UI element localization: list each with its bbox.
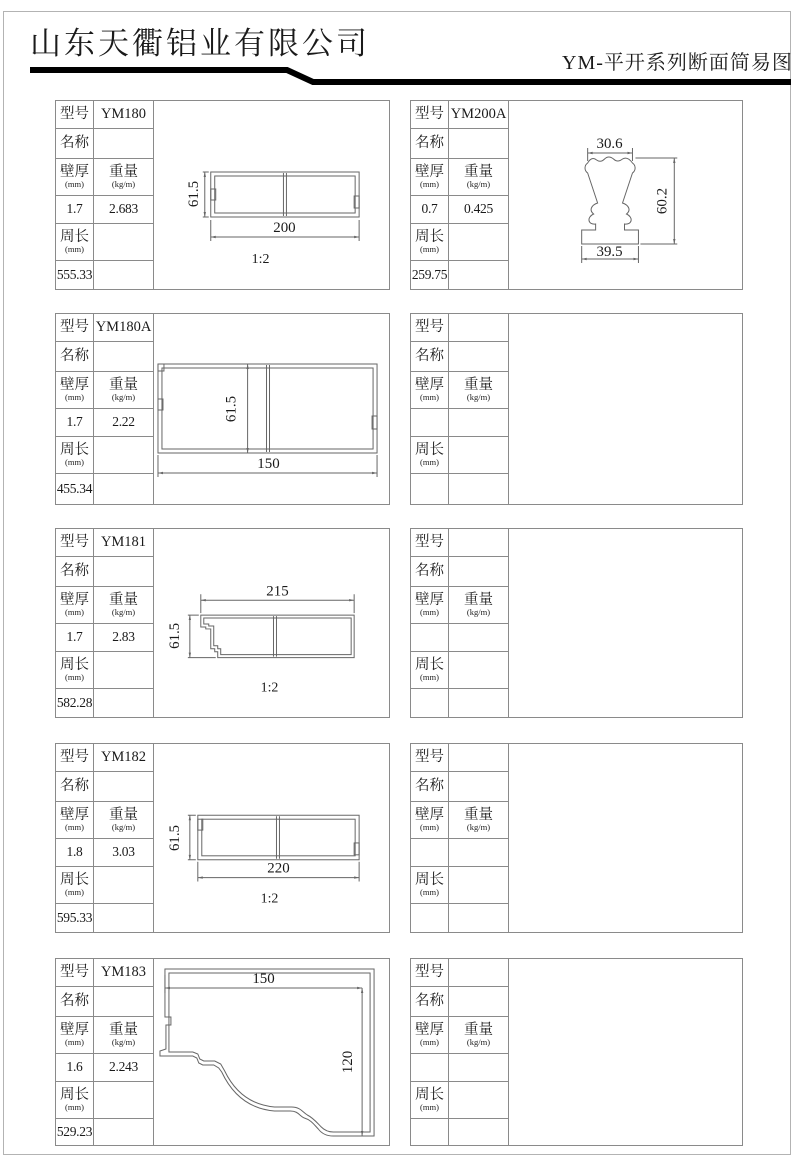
unit-text: (mm) <box>65 179 84 190</box>
value-weight: 3.03 <box>94 839 153 867</box>
label-thickness <box>411 802 449 839</box>
label-weight <box>449 159 508 196</box>
value-name <box>94 557 153 587</box>
profile-drawing-ym200a <box>508 101 742 289</box>
label-model: 型号 <box>56 744 94 772</box>
unit-text: (mm) <box>65 822 84 833</box>
value-name <box>449 987 508 1017</box>
value-thickness: 1.7 <box>56 624 94 652</box>
blank-cell <box>94 652 153 689</box>
value-model <box>449 529 508 557</box>
label-text: 重量 <box>109 591 138 608</box>
value-model <box>449 744 508 772</box>
unit-text: (kg/m) <box>466 179 491 190</box>
blank-cell <box>94 867 153 904</box>
profile-card-empty-4 <box>410 958 743 1146</box>
label-weight <box>94 802 153 839</box>
doc-title: YM-平开系列断面简易图 <box>562 52 793 74</box>
value-perimeter: 529.23 <box>56 1119 94 1145</box>
label-weight <box>449 372 508 409</box>
label-text: 壁厚 <box>60 1021 89 1038</box>
profile-card-empty-2 <box>410 528 743 718</box>
label-text: 周长 <box>415 871 444 888</box>
label-text: 壁厚 <box>60 163 89 180</box>
unit-text: (mm) <box>420 672 439 683</box>
value-thickness <box>411 624 449 652</box>
unit-text: (mm) <box>420 607 439 618</box>
value-weight: 2.22 <box>94 409 153 437</box>
label-text: 周长 <box>60 228 89 245</box>
label-perimeter <box>411 652 449 689</box>
label-weight <box>94 372 153 409</box>
value-weight <box>449 624 508 652</box>
label-text: 壁厚 <box>415 1021 444 1038</box>
spec-table <box>56 314 154 504</box>
unit-text: (mm) <box>420 822 439 833</box>
unit-text: (mm) <box>65 244 84 255</box>
unit-text: (mm) <box>65 607 84 618</box>
label-text: 重量 <box>109 1021 138 1038</box>
dim-height: 61.5 <box>166 825 183 851</box>
spec-table <box>56 101 154 289</box>
unit-text: (mm) <box>65 392 84 403</box>
label-thickness <box>56 802 94 839</box>
label-perimeter <box>56 867 94 904</box>
label-name: 名称 <box>56 772 94 802</box>
blank-cell <box>94 474 153 504</box>
value-model <box>449 314 508 342</box>
value-perimeter <box>411 1119 449 1145</box>
value-thickness: 1.6 <box>56 1054 94 1082</box>
blank-cell <box>94 689 153 717</box>
dim-width: 220 <box>267 860 290 877</box>
blank-cell <box>449 904 508 932</box>
unit-text: (mm) <box>420 179 439 190</box>
value-weight: 0.425 <box>449 196 508 224</box>
label-name: 名称 <box>411 772 449 802</box>
blank-cell <box>449 867 508 904</box>
blank-cell <box>94 1119 153 1145</box>
label-text: 周长 <box>60 1086 89 1103</box>
spec-table <box>411 529 509 717</box>
dim-width: 215 <box>266 583 289 600</box>
spec-table <box>56 959 154 1145</box>
dim-height: 61.5 <box>166 622 183 649</box>
label-thickness <box>411 587 449 624</box>
label-perimeter <box>411 867 449 904</box>
blank-cell <box>449 652 508 689</box>
label-text: 重量 <box>464 1021 493 1038</box>
label-model: 型号 <box>411 101 449 129</box>
label-text: 周长 <box>60 871 89 888</box>
label-thickness <box>411 1017 449 1054</box>
label-text: 周长 <box>415 228 444 245</box>
value-perimeter: 555.33 <box>56 261 94 289</box>
value-thickness: 1.8 <box>56 839 94 867</box>
label-text: 周长 <box>60 656 89 673</box>
value-weight: 2.83 <box>94 624 153 652</box>
value-thickness: 0.7 <box>411 196 449 224</box>
value-weight: 2.683 <box>94 196 153 224</box>
profile-drawing-ym180a <box>153 314 389 504</box>
value-model: YM180A <box>94 314 153 342</box>
unit-text: (mm) <box>65 1102 84 1113</box>
value-weight: 2.243 <box>94 1054 153 1082</box>
label-text: 周长 <box>415 656 444 673</box>
label-name: 名称 <box>411 557 449 587</box>
value-thickness: 1.7 <box>56 409 94 437</box>
label-model: 型号 <box>411 744 449 772</box>
value-model <box>449 959 508 987</box>
unit-text: (mm) <box>420 244 439 255</box>
header-rule <box>0 0 800 100</box>
label-text: 重量 <box>464 163 493 180</box>
profile-card-ym180 <box>55 100 390 290</box>
unit-text: (kg/m) <box>466 822 491 833</box>
profile-drawing-ym181 <box>153 529 389 717</box>
label-weight <box>449 1017 508 1054</box>
empty-drawing-area <box>508 529 742 717</box>
label-text: 壁厚 <box>415 163 444 180</box>
value-model: YM182 <box>94 744 153 772</box>
value-model: YM180 <box>94 101 153 129</box>
blank-cell <box>94 904 153 932</box>
label-text: 壁厚 <box>60 376 89 393</box>
label-name: 名称 <box>411 129 449 159</box>
value-weight <box>449 1054 508 1082</box>
value-perimeter <box>411 689 449 717</box>
dim-width: 150 <box>257 455 280 473</box>
unit-text: (mm) <box>420 887 439 898</box>
label-weight <box>94 587 153 624</box>
label-text: 周长 <box>60 441 89 458</box>
label-text: 壁厚 <box>415 376 444 393</box>
blank-cell <box>449 1119 508 1145</box>
profile-drawing-ym182 <box>153 744 389 932</box>
unit-text: (kg/m) <box>111 607 136 618</box>
value-perimeter: 455.34 <box>56 474 94 504</box>
label-text: 周长 <box>415 1086 444 1103</box>
label-model: 型号 <box>56 529 94 557</box>
unit-text: (kg/m) <box>111 179 136 190</box>
blank-cell <box>449 224 508 261</box>
profile-card-ym183 <box>55 958 390 1146</box>
dim-height: 61.5 <box>185 180 202 208</box>
value-name <box>94 772 153 802</box>
label-perimeter <box>56 437 94 474</box>
value-name <box>449 772 508 802</box>
dim-height: 120 <box>340 1050 357 1074</box>
label-text: 重量 <box>464 591 493 608</box>
value-model: YM183 <box>94 959 153 987</box>
label-name: 名称 <box>56 987 94 1017</box>
label-thickness <box>56 159 94 196</box>
dim-width: 150 <box>252 970 275 988</box>
scale-label: 1:2 <box>260 680 279 696</box>
spec-table <box>56 529 154 717</box>
value-perimeter: 582.28 <box>56 689 94 717</box>
dim-bottom-width: 39.5 <box>596 243 623 261</box>
profile-card-empty-1 <box>410 313 743 505</box>
profile-card-ym200a <box>410 100 743 290</box>
value-name <box>94 129 153 159</box>
label-weight <box>94 1017 153 1054</box>
blank-cell <box>94 261 153 289</box>
value-weight <box>449 409 508 437</box>
value-perimeter: 595.33 <box>56 904 94 932</box>
unit-text: (kg/m) <box>111 822 136 833</box>
label-name: 名称 <box>56 129 94 159</box>
unit-text: (kg/m) <box>111 392 136 403</box>
unit-text: (kg/m) <box>466 392 491 403</box>
blank-cell <box>94 437 153 474</box>
unit-text: (mm) <box>420 1102 439 1113</box>
label-perimeter <box>56 652 94 689</box>
unit-text: (kg/m) <box>466 607 491 618</box>
label-text: 重量 <box>109 376 138 393</box>
value-name <box>94 342 153 372</box>
scale-label: 1:2 <box>251 251 270 268</box>
label-thickness <box>56 372 94 409</box>
profile-card-ym181 <box>55 528 390 718</box>
dim-width: 200 <box>273 219 296 237</box>
blank-cell <box>449 474 508 504</box>
label-perimeter <box>411 437 449 474</box>
label-text: 壁厚 <box>60 806 89 823</box>
label-perimeter <box>411 1082 449 1119</box>
spec-table <box>411 101 509 289</box>
label-model: 型号 <box>411 529 449 557</box>
value-perimeter <box>411 474 449 504</box>
unit-text: (mm) <box>65 457 84 468</box>
blank-cell <box>94 224 153 261</box>
label-name: 名称 <box>411 987 449 1017</box>
label-model: 型号 <box>411 314 449 342</box>
value-thickness <box>411 409 449 437</box>
label-name: 名称 <box>56 557 94 587</box>
value-thickness <box>411 1054 449 1082</box>
label-perimeter <box>56 224 94 261</box>
value-weight <box>449 839 508 867</box>
label-text: 重量 <box>464 376 493 393</box>
label-text: 壁厚 <box>60 591 89 608</box>
label-text: 重量 <box>109 163 138 180</box>
label-perimeter <box>56 1082 94 1119</box>
blank-cell <box>94 1082 153 1119</box>
empty-drawing-area <box>508 959 742 1145</box>
spec-table <box>411 959 509 1145</box>
dim-height: 61.5 <box>223 395 240 423</box>
label-name: 名称 <box>56 342 94 372</box>
value-perimeter <box>411 904 449 932</box>
label-weight <box>94 159 153 196</box>
label-perimeter <box>411 224 449 261</box>
value-thickness: 1.7 <box>56 196 94 224</box>
profile-card-empty-3 <box>410 743 743 933</box>
label-model: 型号 <box>56 101 94 129</box>
label-name: 名称 <box>411 342 449 372</box>
unit-text: (kg/m) <box>466 1037 491 1048</box>
unit-text: (kg/m) <box>111 1037 136 1048</box>
label-weight <box>449 587 508 624</box>
company-name: 山东天衢铝业有限公司 <box>30 26 370 61</box>
empty-drawing-area <box>508 314 742 504</box>
spec-table <box>411 314 509 504</box>
label-model: 型号 <box>56 959 94 987</box>
blank-cell <box>449 689 508 717</box>
label-weight <box>449 802 508 839</box>
unit-text: (mm) <box>65 887 84 898</box>
blank-cell <box>449 261 508 289</box>
value-model: YM200A <box>449 101 508 129</box>
label-thickness <box>411 372 449 409</box>
label-thickness <box>56 1017 94 1054</box>
unit-text: (mm) <box>65 672 84 683</box>
blank-cell <box>449 437 508 474</box>
value-perimeter: 259.75 <box>411 261 449 289</box>
spec-table <box>56 744 154 932</box>
profile-drawing-ym183 <box>153 959 389 1145</box>
profile-card-ym180a <box>55 313 390 505</box>
unit-text: (mm) <box>420 392 439 403</box>
unit-text: (mm) <box>65 1037 84 1048</box>
value-name <box>449 342 508 372</box>
value-model: YM181 <box>94 529 153 557</box>
value-thickness <box>411 839 449 867</box>
profile-drawing-ym180 <box>153 101 389 289</box>
label-text: 周长 <box>415 441 444 458</box>
label-text: 壁厚 <box>415 591 444 608</box>
dim-top-width: 30.6 <box>596 135 623 153</box>
scale-label: 1:2 <box>260 891 279 907</box>
label-text: 壁厚 <box>415 806 444 823</box>
unit-text: (mm) <box>420 1037 439 1048</box>
value-name <box>449 129 508 159</box>
label-thickness <box>411 159 449 196</box>
label-model: 型号 <box>411 959 449 987</box>
value-name <box>94 987 153 1017</box>
blank-cell <box>449 1082 508 1119</box>
value-name <box>449 557 508 587</box>
unit-text: (mm) <box>420 457 439 468</box>
label-thickness <box>56 587 94 624</box>
label-text: 重量 <box>109 806 138 823</box>
empty-drawing-area <box>508 744 742 932</box>
profile-card-ym182 <box>55 743 390 933</box>
label-model: 型号 <box>56 314 94 342</box>
dim-height: 60.2 <box>654 187 671 215</box>
label-text: 重量 <box>464 806 493 823</box>
spec-table <box>411 744 509 932</box>
